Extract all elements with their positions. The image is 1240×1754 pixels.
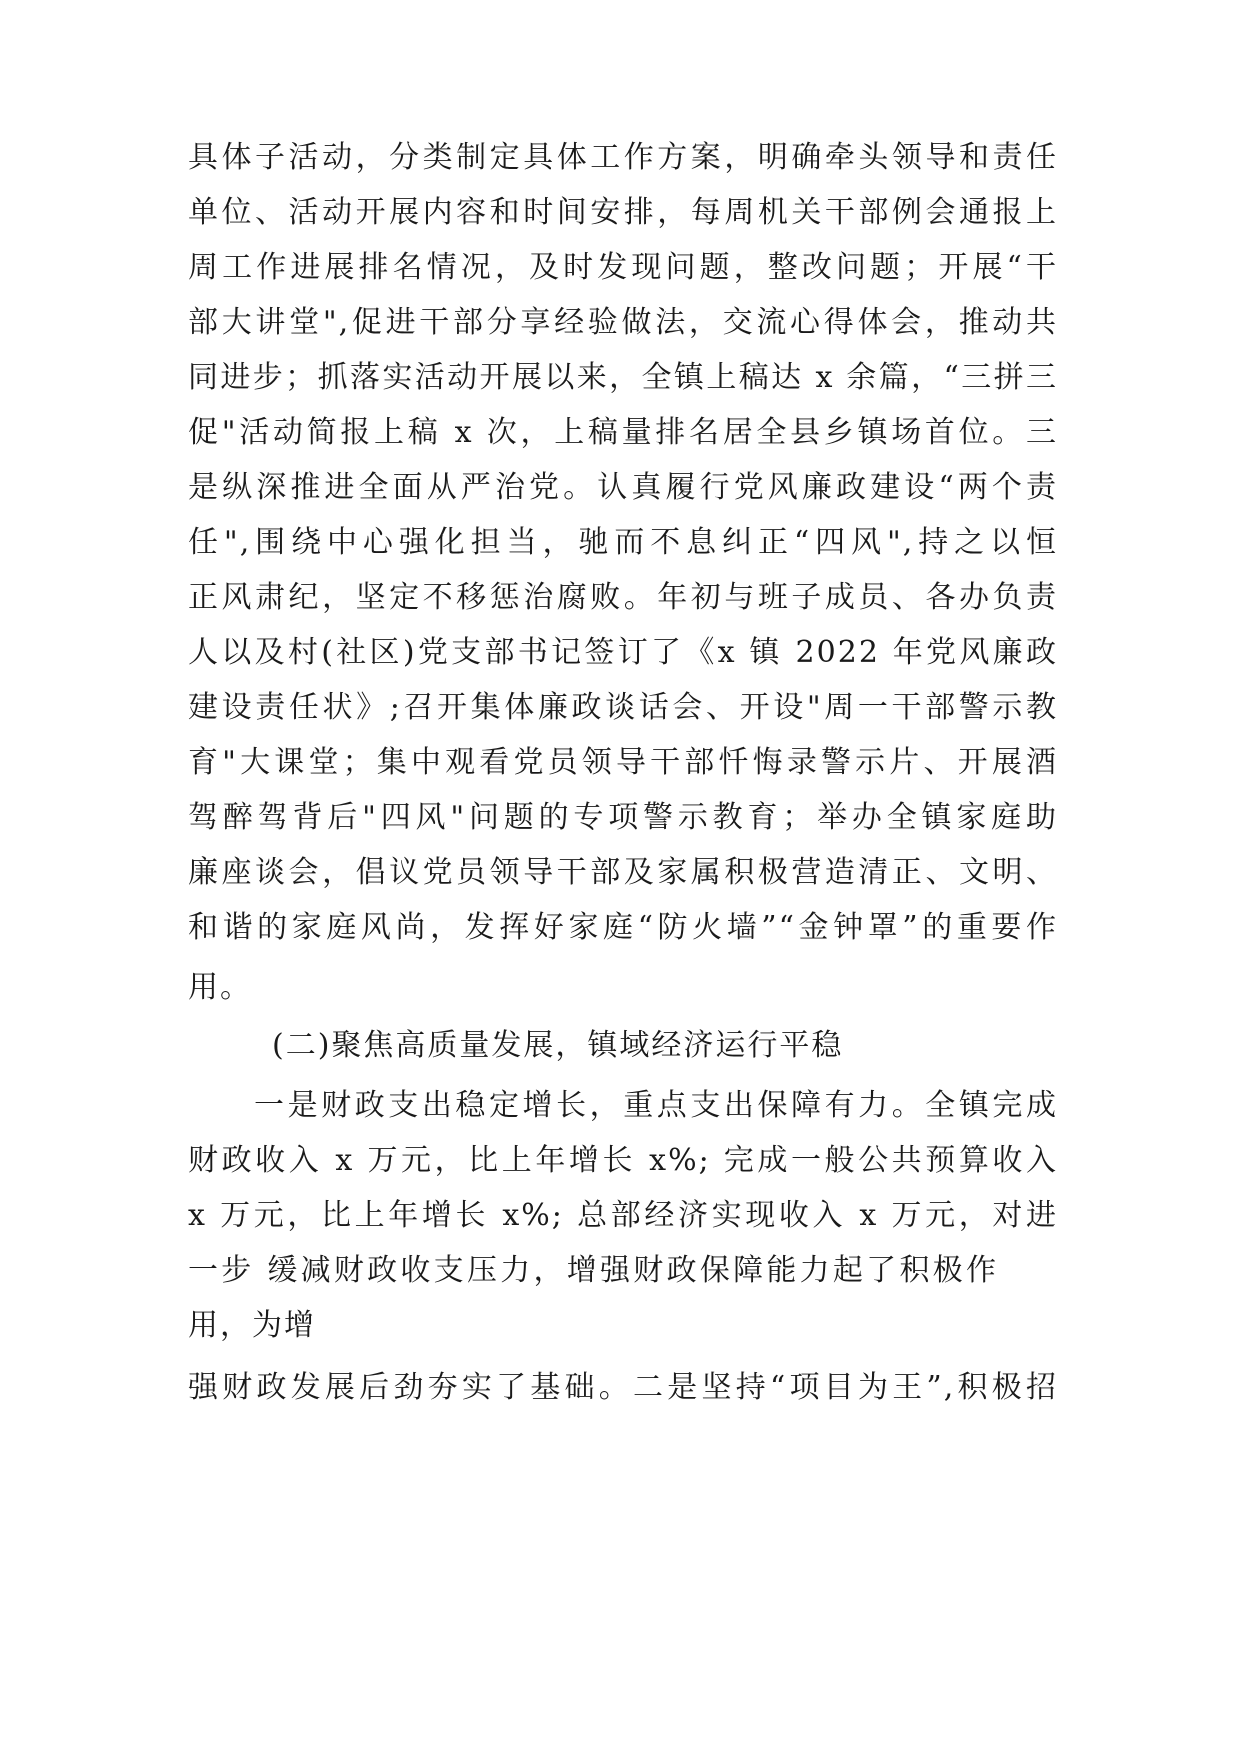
- paragraph-line: 财政收入 x 万元，比上年增长 x%; 完成一般公共预算收入: [188, 1143, 1058, 1178]
- paragraph-line: 人以及村(社区)党支部书记签订了《x 镇 2022 年党风廉政: [188, 635, 1058, 670]
- paragraph-line: 任",围绕中心强化担当，驰而不息纠正“四风",持之以恒: [188, 525, 1058, 560]
- paragraph-line: 部大讲堂",促进干部分享经验做法，交流心得体会，推动共: [188, 305, 1058, 340]
- paragraph-line: 是纵深推进全面从严治党。认真履行党风廉政建设“两个责: [188, 470, 1058, 505]
- paragraph-line: 廉座谈会，倡议党员领导干部及家属积极营造清正、文明、: [188, 855, 1058, 890]
- paragraph-line: 和谐的家庭风尚，发挥好家庭“防火墙”“金钟罩”的重要作: [188, 910, 1058, 945]
- paragraph-line: 驾醉驾背后"四风"问题的专项警示教育；举办全镇家庭助: [188, 800, 1058, 835]
- section-heading: (二)聚焦高质量发展，镇域经济运行平稳: [272, 1028, 844, 1063]
- paragraph-line: 正风肃纪，坚定不移惩治腐败。年初与班子成员、各办负责: [188, 580, 1058, 615]
- paragraph-line: 同进步；抓落实活动开展以来，全镇上稿达 x 余篇，“三拼三: [188, 360, 1058, 395]
- paragraph-line: 促"活动简报上稿 x 次，上稿量排名居全县乡镇场首位。三: [188, 415, 1058, 450]
- paragraph-line: 一是财政支出稳定增长，重点支出保障有力。全镇完成: [254, 1088, 1058, 1123]
- paragraph-line: 用，为增: [188, 1308, 316, 1343]
- paragraph-line: 建设责任状》;召开集体廉政谈话会、开设"周一干部警示教: [188, 690, 1058, 725]
- paragraph-line: 育"大课堂；集中观看党员领导干部忏悔录警示片、开展酒: [188, 745, 1058, 780]
- paragraph-line: 具体子活动，分类制定具体工作方案，明确牵头领导和责任: [188, 140, 1058, 175]
- paragraph-line: 用。: [188, 970, 252, 1005]
- paragraph-line: 单位、活动开展内容和时间安排，每周机关干部例会通报上: [188, 195, 1058, 230]
- paragraph-line: 周工作进展排名情况，及时发现问题，整改问题；开展“干: [188, 250, 1058, 285]
- paragraph-line: 强财政发展后劲夯实了基础。二是坚持“项目为王”,积极招: [188, 1370, 1058, 1405]
- paragraph-line: x 万元，比上年增长 x%; 总部经济实现收入 x 万元，对进: [188, 1198, 1058, 1233]
- paragraph-line: 一步 缓减财政收支压力，增强财政保障能力起了积极作: [188, 1253, 998, 1288]
